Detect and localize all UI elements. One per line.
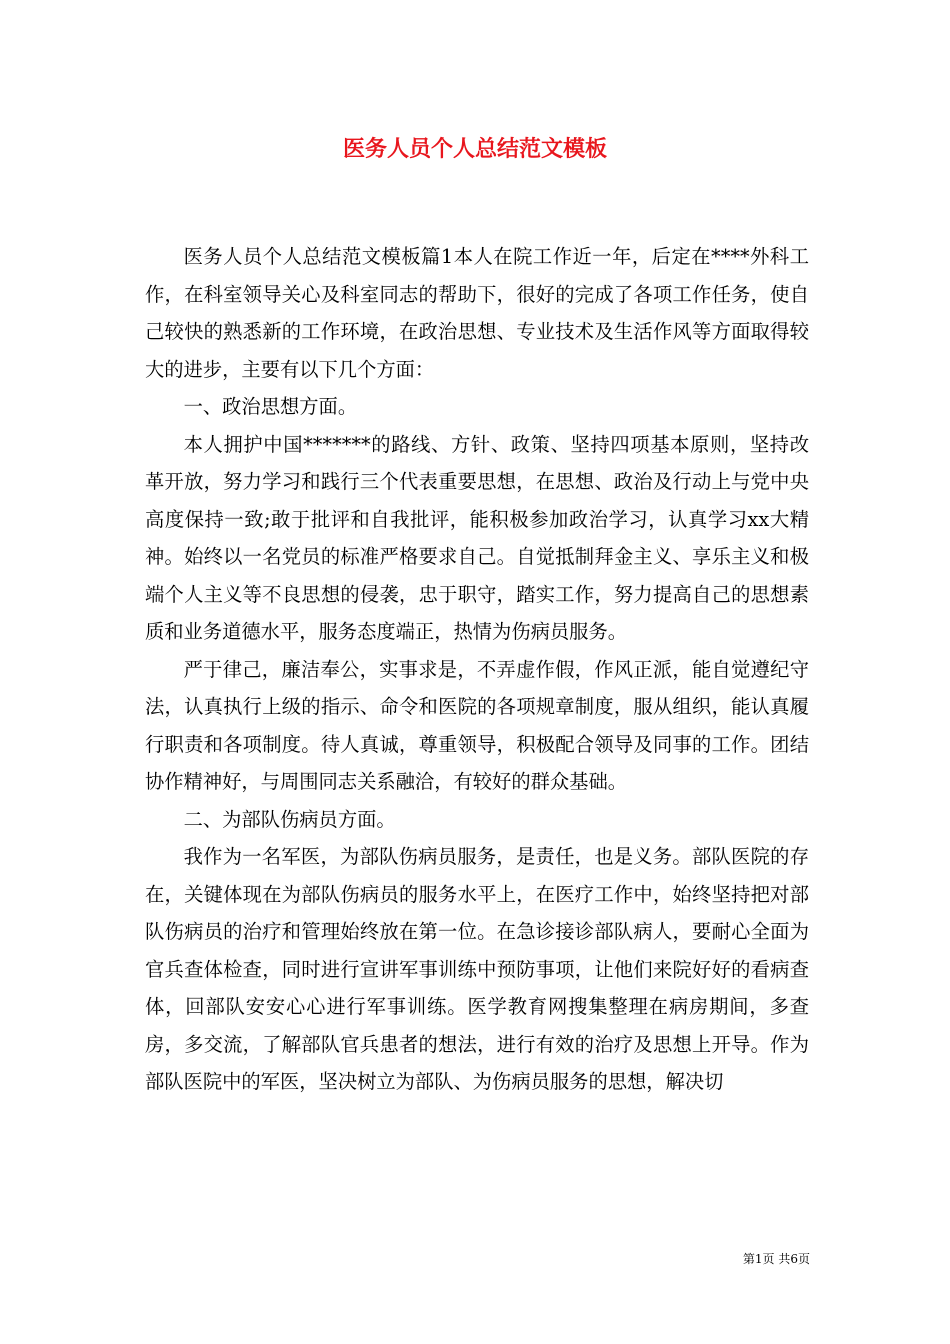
document-body (145, 238, 809, 1101)
heading-political: 一、政治思想方面。 (183, 395, 358, 418)
document-title: 医务人员个人总结范文模板 (342, 136, 607, 162)
heading-service: 二、为部队伤病员方面。 (183, 807, 396, 831)
paragraph-political: 本人拥护中国*******的路线、方针、政策、坚持四项基本原则，坚持改革开放，努力学习和践行三个代表重要思想，在思想、政治及行动上与党中央高度保持一致;敢于批评和自我批评，能积极参加政治学习，认真学习xx大精神。始终以一名党员的标准严格要求自己。自觉抵制拜金主义、享乐主义和极端个人主义等不良思想的侵袭，忠于职守，踏实工作，努力提高自己的思想素质和业务道德水平，服务态度端正，热情为伤病员服务。 (145, 432, 809, 643)
page-number: 第1页 共6页 (742, 1252, 810, 1266)
paragraph-discipline: 严于律己，廉洁奉公，实事求是，不弄虚作假，作风正派，能自觉遵纪守法，认真执行上级的指示、命令和医院的各项规章制度，服从组织，能认真履行职责和各项制度。待人真诚，尊重领导，积极配合领导及同事的工作。团结协作精神好，与周围同志关系融洽，有较好的群众基础。 (145, 657, 809, 793)
paragraph-intro: 医务人员个人总结范文模板篇1本人在院工作近一年，后定在****外科工作，在科室领导关心及科室同志的帮助下，很好的完成了各项工作任务，使自己较快的熟悉新的工作环境，在政治思想、专业技术及生活作风等方面取得较大的进步，主要有以下几个方面： (145, 245, 809, 381)
paragraph-service: 我作为一名军医，为部队伤病员服务，是责任，也是义务。部队医院的存在，关键体现在为部队伤病员的服务水平上，在医疗工作中，始终坚持把对部队伤病员的治疗和管理始终放在第一位。在急诊接诊部队病人，要耐心全面为官兵查体检查，同时进行宣讲军事训练中预防事项，让他们来院好好的看病查体，回部队安安心心进行军事训练。医学教育网搜集整理在病房期间，多查房，多交流，了解部队官兵患者的想法，进行有效的治疗及思想上开导。作为部队医院中的军医，坚决树立为部队、为伤病员服务的思想，解决切 (145, 845, 809, 1093)
